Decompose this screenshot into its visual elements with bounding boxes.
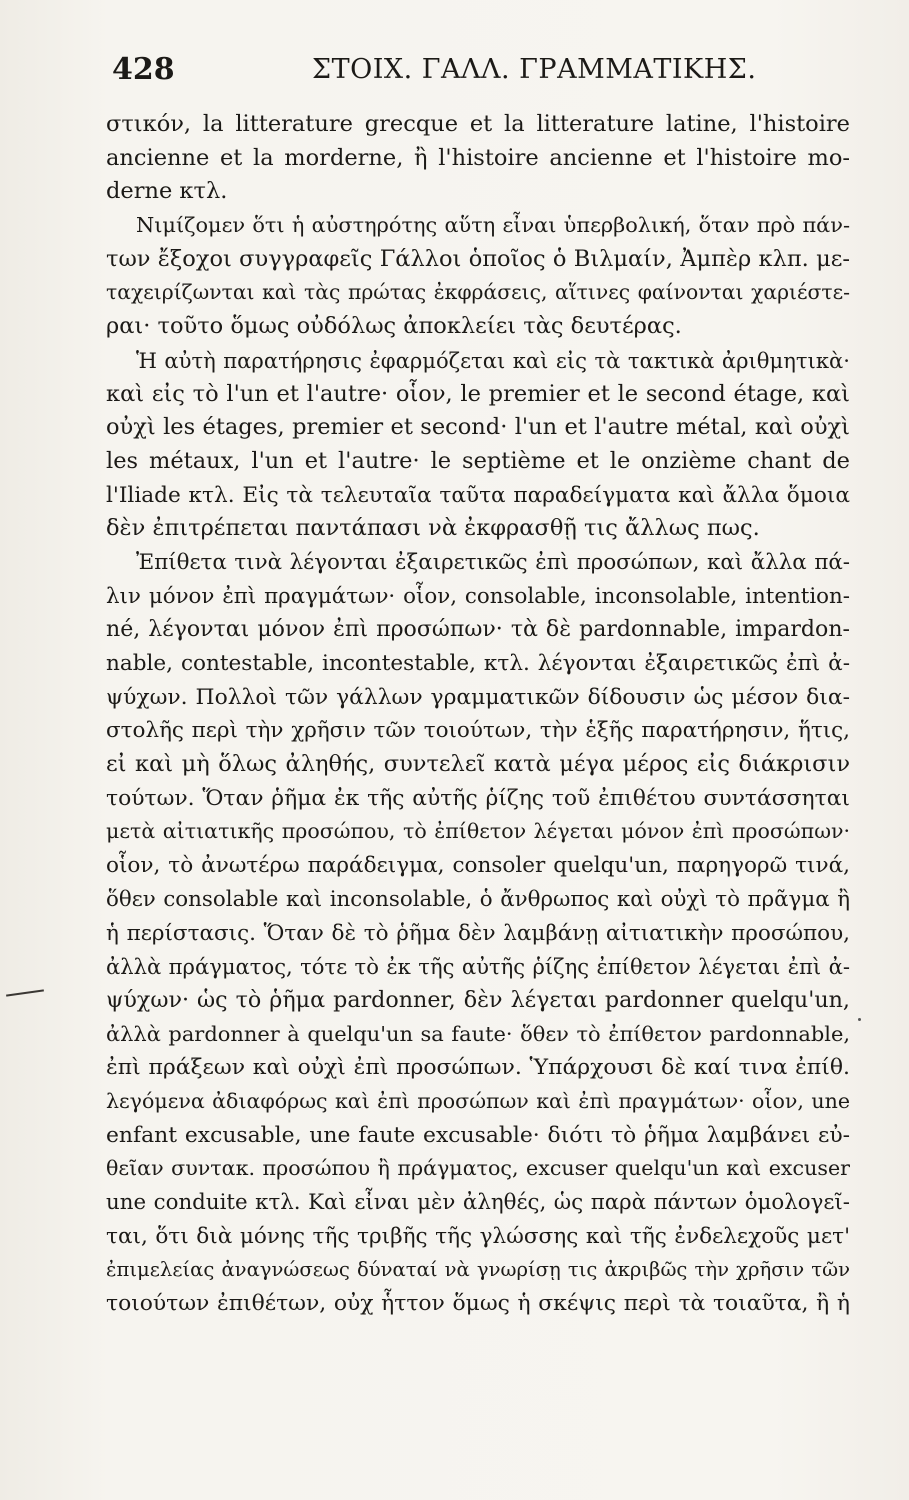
text-line: στολῆς περὶ τὴν χρῆσιν τῶν τοιούτων, τὴν ἑξῆς παρατήρησιν, ἥτις, — [106, 718, 850, 744]
text-line: ancienne et la morderne, ἢ l'histoire ancienne et l'histoire mo- — [106, 144, 850, 171]
text-line: οὐχὶ les étages, premier et second· l'un et l'autre métal, καὶ οὐχὶ — [106, 414, 850, 441]
text-line: λεγόμενα ἀδιαφόρως καὶ ἐπὶ προσώπων καὶ ἐπὶ πραγμάτων· οἷον, une — [106, 1088, 850, 1113]
text-line: μετὰ αἰτιατικῆς προσώπου, τὸ ἐπίθετον λέγεται μόνον ἐπὶ προσώπων· — [106, 819, 850, 844]
text-line: καὶ εἰς τὸ l'un et l'autre· οἷον, le premier et le second étage, καὶ — [106, 380, 850, 407]
text-line: οἷον, τὸ ἀνωτέρω παράδειγμα, consoler quelqu'un, παρηγορῶ τινά, — [106, 853, 850, 879]
page-header — [112, 52, 852, 92]
text-line: ψύχων. Πολλοὶ τῶν γάλλων γραμματικῶν δίδουσιν ὡς μέσον δια- — [106, 684, 850, 710]
body-text — [106, 108, 850, 1321]
text-line: ἀλλὰ pardonner à quelqu'un sa faute· ὅθεν τὸ ἐπίθετον pardonnable, — [106, 1021, 850, 1046]
margin-pencil-mark — [6, 989, 44, 996]
text-line: εἰ καὶ μὴ ὅλως ἀληθής, συντελεῖ κατὰ μέγα μέρος εἰς διάκρισιν — [106, 751, 850, 778]
text-line: une conduite κτλ. Καὶ εἶναι μὲν ἀληθές, ὡς παρὰ πάντων ὁμολογεῖ- — [106, 1190, 850, 1215]
text-line: στικόν, la litterature grecque et la litterature latine, l'histoire — [106, 111, 850, 137]
text-line: ὅθεν consolable καὶ inconsolable, ὁ ἄνθρωπος καὶ οὐχὶ τὸ πρᾶγμα ἢ — [106, 886, 850, 912]
page-number: 428 — [112, 52, 175, 87]
text-line: θεῖαν συντακ. προσώπου ἢ πράγματος, excuser quelqu'un καὶ excuser — [106, 1156, 850, 1181]
text-line: δὲν ἐπιτρέπεται παντάπασι νὰ ἐκφρασθῇ τις ἄλλως πως. — [106, 515, 760, 542]
text-line: λιν μόνον ἐπὶ πραγμάτων· οἷον, consolable, inconsolable, intention- — [106, 583, 850, 609]
text-line: né, λέγονται μόνον ἐπὶ προσώπων· τὰ δὲ pardonnable, impardon- — [106, 617, 850, 643]
text-line: Ἐπίθετα τινὰ λέγονται ἐξαιρετικῶς ἐπὶ προσώπων, καὶ ἄλλα πά- — [136, 549, 850, 575]
text-line: ἐπὶ πράξεων καὶ οὐχὶ ἐπὶ προσώπων. Ὑπάρχουσι δὲ καί τινα ἐπίθ. — [106, 1055, 850, 1081]
text-line: nable, contestable, incontestable, κτλ. λέγονται ἐξαιρετικῶς ἐπὶ ἀ- — [106, 651, 850, 676]
text-line: ψύχων· ὡς τὸ ῥῆμα pardonner, δὲν λέγεται pardonner quelqu'un, — [106, 986, 850, 1013]
text-line: ἡ περίστασις. Ὅταν δὲ τὸ ῥῆμα δὲν λαμβάνῃ αἰτιατικὴν προσώπου, — [106, 920, 850, 946]
text-line: enfant excusable, une faute excusable· διότι τὸ ῥῆμα λαμβάνει εὐ- — [106, 1122, 850, 1148]
text-line: derne κτλ. — [106, 178, 228, 205]
text-line: των ἔξοχοι συγγραφεῖς Γάλλοι ὁποῖος ὁ Βιλμαίν, Ἀμπὲρ κλπ. με- — [106, 245, 850, 272]
text-line: les métaux, l'un et l'autre· le septième et le onzième chant de — [106, 447, 850, 474]
text-line: ραι· τοῦτο ὅμως οὐδόλως ἀποκλείει τὰς δευτέρας. — [106, 313, 682, 340]
text-line: τούτων. Ὅταν ῥῆμα ἐκ τῆς αὐτῆς ῥίζης τοῦ ἐπιθέτου συντάσσηται — [106, 785, 850, 811]
text-line: Ἡ αὐτὴ παρατήρησις ἐφαρμόζεται καὶ εἰς τὰ τακτικὰ ἀριθμητικὰ· — [136, 347, 850, 373]
running-title: ΣΤΟΙΧ. ΓΑΛΛ. ΓΡΑΜΜΑΤΙΚΗΣ. — [312, 54, 757, 85]
text-line: ταχειρίζωνται καὶ τὰς πρώτας ἐκφράσεις, αἵτινες φαίνονται χαριέστε- — [106, 280, 850, 305]
text-line: ἀλλὰ πράγματος, τότε τὸ ἐκ τῆς αὐτῆς ῥίζης ἐπίθετον λέγεται ἐπὶ ἀ- — [106, 954, 850, 980]
text-line: Νιμίζομεν ὅτι ἡ αὐστηρότης αὕτη εἶναι ὑπερβολική, ὅταν πρὸ πάν- — [136, 213, 850, 238]
text-line: τοιούτων ἐπιθέτων, οὐχ ἧττον ὅμως ἡ σκέψις περὶ τὰ τοιαῦτα, ἢ ἡ — [106, 1291, 850, 1317]
text-line: l'Iliade κτλ. Εἰς τὰ τελευταῖα ταῦτα παραδείγματα καὶ ἄλλα ὅμοια — [106, 482, 850, 508]
text-line: ἐπιμελείας ἀναγνώσεως δύναταί νὰ γνωρίσῃ τις ἀκριβῶς τὴν χρῆσιν τῶν — [106, 1258, 850, 1282]
margin-dot — [858, 1018, 861, 1021]
text-line: ται, ὅτι διὰ μόνης τῆς τριβῆς τῆς γλώσσης καὶ τῆς ἐνδελεχοῦς μετ' — [106, 1223, 850, 1249]
